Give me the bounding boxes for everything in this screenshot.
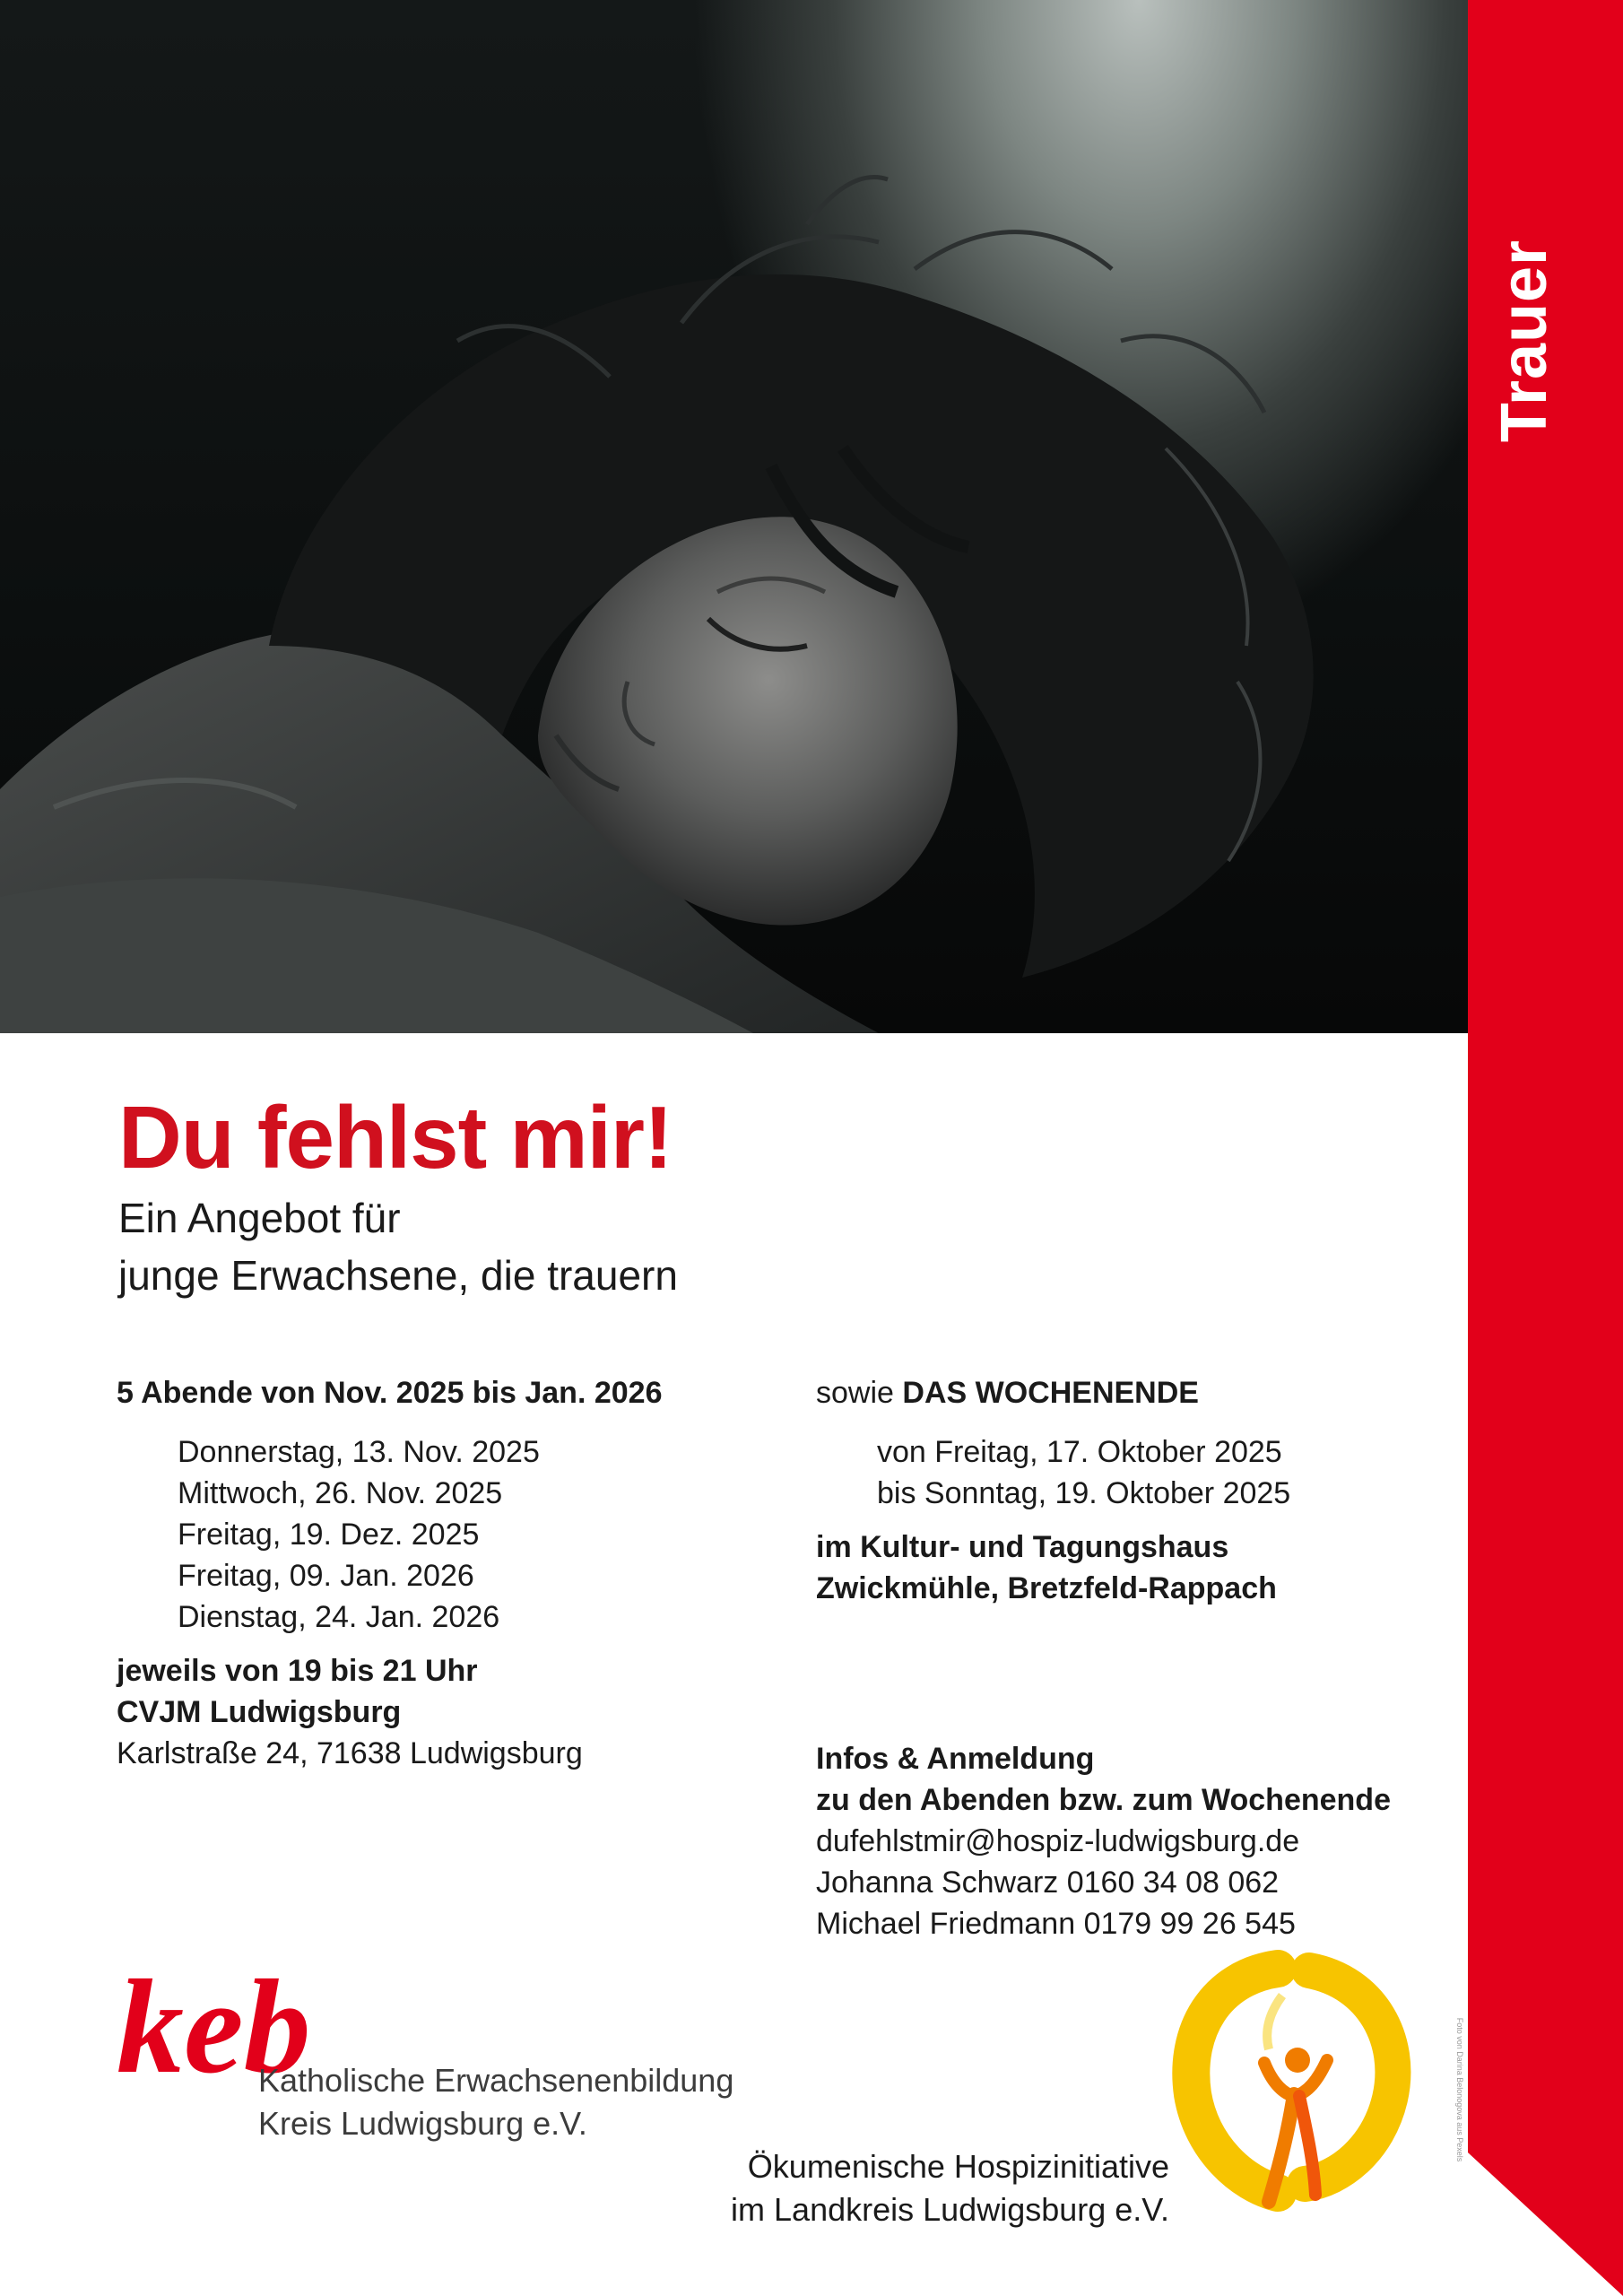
contact-section bbox=[816, 1738, 1391, 1944]
weekend-from: von Freitag, 17. Oktober 2025 bbox=[877, 1435, 1282, 1469]
weekend-to: bis Sonntag, 19. Oktober 2025 bbox=[877, 1476, 1291, 1510]
hospiz-line-1: Ökumenische Hospizinitiative bbox=[747, 2148, 1169, 2185]
evenings-date-list bbox=[117, 1431, 662, 1638]
hospiz-figure-icon bbox=[1179, 1960, 1412, 2229]
band-label-trauer: Trauer bbox=[1488, 239, 1560, 443]
photo-credit: Foto von Darina Belonogova aus Pexels bbox=[1455, 2017, 1464, 2162]
evening-date: Freitag, 19. Dez. 2025 bbox=[178, 1518, 480, 1552]
evenings-section bbox=[117, 1372, 662, 1774]
hero-photo bbox=[0, 0, 1468, 1033]
evening-date: Mittwoch, 26. Nov. 2025 bbox=[178, 1476, 503, 1510]
contact-heading-line-1: Infos & Anmeldung bbox=[816, 1742, 1095, 1776]
page-title: Du fehlst mir! bbox=[118, 1088, 673, 1187]
keb-line-1: Katholische Erwachsenenbildung bbox=[258, 2062, 734, 2099]
sleeping-woman-image bbox=[0, 0, 1468, 1033]
keb-logo-text: keb bbox=[117, 1952, 311, 2101]
evenings-address: Karlstraße 24, 71638 Ludwigsburg bbox=[117, 1736, 583, 1770]
weekend-section bbox=[816, 1372, 1290, 1609]
keb-logo-icon bbox=[117, 1937, 311, 2108]
weekend-heading: DAS WOCHENENDE bbox=[902, 1376, 1199, 1410]
contact-email-link[interactable]: dufehlstmir@hospiz-ludwigsburg.de bbox=[816, 1824, 1300, 1858]
subtitle-line-2: junge Erwachsene, die trauern bbox=[118, 1252, 678, 1299]
evening-date: Dienstag, 24. Jan. 2026 bbox=[178, 1600, 500, 1634]
evening-date: Freitag, 09. Jan. 2026 bbox=[178, 1559, 474, 1593]
hospiz-line-2: im Landkreis Ludwigsburg e.V. bbox=[731, 2191, 1169, 2228]
contact-person-2: Michael Friedmann 0179 99 26 545 bbox=[816, 1907, 1296, 1941]
weekend-venue-line-2: Zwickmühle, Bretzfeld-Rappach bbox=[816, 1571, 1277, 1605]
evening-date: Donnerstag, 13. Nov. 2025 bbox=[178, 1435, 540, 1469]
evenings-venue: CVJM Ludwigsburg bbox=[117, 1695, 402, 1729]
weekend-dates bbox=[816, 1431, 1290, 1514]
contact-person-1: Johanna Schwarz 0160 34 08 062 bbox=[816, 1866, 1280, 1900]
contact-heading-line-2: zu den Abenden bzw. zum Wochenende bbox=[816, 1783, 1391, 1817]
weekend-heading-line bbox=[816, 1372, 1290, 1413]
evenings-heading: 5 Abende von Nov. 2025 bis Jan. 2026 bbox=[117, 1376, 663, 1410]
keb-organization bbox=[258, 2059, 733, 2145]
subtitle-line-1: Ein Angebot für bbox=[118, 1195, 401, 1241]
hospiz-organization bbox=[538, 2145, 1169, 2231]
evenings-time: jeweils von 19 bis 21 Uhr bbox=[117, 1654, 478, 1688]
weekend-venue-line-1: im Kultur- und Tagungshaus bbox=[816, 1530, 1229, 1564]
weekend-prefix: sowie bbox=[816, 1376, 894, 1410]
subtitle bbox=[118, 1189, 678, 1304]
keb-line-2: Kreis Ludwigsburg e.V. bbox=[258, 2105, 587, 2142]
